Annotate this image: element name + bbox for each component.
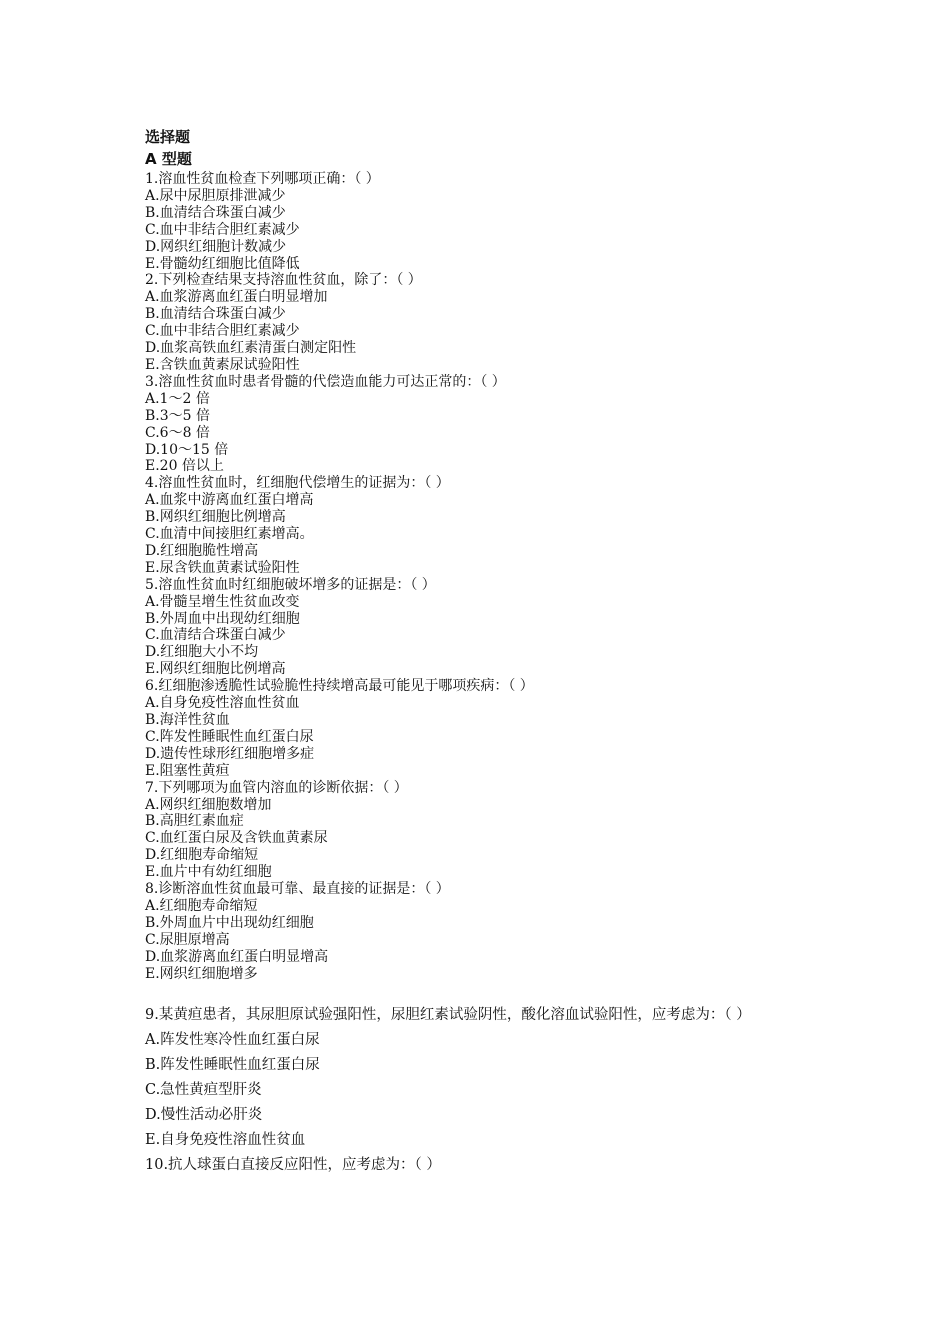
text-line: 6.红细胞渗透脆性试验脆性持续增高最可能见于哪项疾病：（ ） xyxy=(145,678,534,695)
text-line: 5.溶血性贫血时红细胞破坏增多的证据是：（ ） xyxy=(145,576,436,593)
text-line: C.血中非结合胆红素减少 xyxy=(145,323,300,340)
text-line: B.网织红细胞比例增高 xyxy=(145,509,286,526)
text-line: D.血浆游离血红蛋白明显增高 xyxy=(145,948,329,965)
text-line: C.6～8 倍 xyxy=(145,424,210,441)
text-line: A.血浆中游离血红蛋白增高 xyxy=(145,492,314,509)
text-line: A.尿中尿胆原排泄减少 xyxy=(145,187,286,204)
text-line: D.红细胞脆性增高 xyxy=(145,542,259,559)
text-line: E.阻塞性黄疸 xyxy=(145,762,230,779)
text-line: D.红细胞寿命缩短 xyxy=(145,847,259,864)
text-line: D.网织红细胞计数减少 xyxy=(145,238,287,255)
text-line: E.血片中有幼红细胞 xyxy=(145,864,272,881)
text-line: A.红细胞寿命缩短 xyxy=(145,897,258,914)
text-line: B.高胆红素血症 xyxy=(145,813,244,830)
text-line: D.血浆高铁血红素清蛋白测定阳性 xyxy=(145,340,357,357)
text-line: B.血清结合珠蛋白减少 xyxy=(145,306,286,323)
text-line: 7.下列哪项为血管内溶血的诊断依据：（ ） xyxy=(145,779,408,796)
text-line: C.尿胆原增高 xyxy=(145,931,230,948)
question-9-options xyxy=(145,1028,825,1153)
text-line: D.遗传性球形红细胞增多症 xyxy=(145,745,315,762)
text-line: A.1～2 倍 xyxy=(145,390,210,407)
text-line: B.海洋性贫血 xyxy=(145,712,230,728)
text-line: E.网织红细胞增多 xyxy=(145,965,258,982)
text-line: 8.诊断溶血性贫血最可靠、最直接的证据是：（ ） xyxy=(145,881,450,898)
text-line: 4.溶血性贫血时，红细胞代偿增生的证据为：（ ） xyxy=(145,475,450,492)
text-line: B.3～5 倍 xyxy=(145,407,211,424)
text-line: E.骨髓幼红细胞比值降低 xyxy=(145,255,300,272)
text-line: C.阵发性睡眠性血红蛋白尿 xyxy=(145,728,314,745)
text-line: B.血清结合珠蛋白减少 xyxy=(145,204,286,221)
page-content xyxy=(145,126,825,1178)
text-line: A.自身免疫性溶血性贫血 xyxy=(145,695,300,712)
text-line: 2.下列检查结果支持溶血性贫血，除了：（ ） xyxy=(145,272,422,289)
text-line: C.血清中间接胆红素增高。 xyxy=(145,526,314,543)
text-line: A.网织红细胞数增加 xyxy=(145,796,272,813)
text-line: E.20 倍以上 xyxy=(145,458,224,475)
question-list-compact xyxy=(145,171,825,983)
text-line: B.外周血片中出现幼红细胞 xyxy=(145,914,314,931)
text-line: E.网织红细胞比例增高 xyxy=(145,661,286,678)
text-line: E.尿含铁血黄素试验阳性 xyxy=(145,559,300,576)
text-line: C.血清结合珠蛋白减少 xyxy=(145,627,286,644)
text-line: E.含铁血黄素尿试验阳性 xyxy=(145,356,300,373)
answer-option: A.阵发性寒冷性血红蛋白尿 xyxy=(145,1031,320,1048)
question-10: 10.抗人球蛋白直接反应阳性，应考虑为：（ ） xyxy=(145,1156,441,1173)
answer-option: C.急性黄疸型肝炎 xyxy=(145,1081,262,1098)
question-9: 9.某黄疸患者，其尿胆原试验强阳性，尿胆红素试验阴性，酸化溶血试验阳性，应考虑为：（ ） xyxy=(145,1006,751,1023)
subsection-title: A 型题 xyxy=(145,150,192,168)
text-line: 1.溶血性贫血检查下列哪项正确：（ ） xyxy=(145,171,380,187)
text-line: A.骨髓呈增生性贫血改变 xyxy=(145,593,300,610)
question-list-spaced xyxy=(145,1003,825,1178)
text-line: D.红细胞大小不均 xyxy=(145,644,259,661)
answer-option: D.慢性活动必肝炎 xyxy=(145,1106,263,1123)
answer-option: E.自身免疫性溶血性贫血 xyxy=(145,1131,306,1148)
text-line: 3.溶血性贫血时患者骨髓的代偿造血能力可达正常的：（ ） xyxy=(145,373,506,390)
text-line: B.外周血中出现幼红细胞 xyxy=(145,610,300,627)
text-line: C.血中非结合胆红素减少 xyxy=(145,221,300,238)
section-title: 选择题 xyxy=(145,128,191,146)
text-line: D.10～15 倍 xyxy=(145,441,229,458)
text-line: C.血红蛋白尿及含铁血黄素尿 xyxy=(145,830,328,847)
answer-option: B.阵发性睡眠性血红蛋白尿 xyxy=(145,1056,320,1073)
text-line: A.血浆游离血红蛋白明显增加 xyxy=(145,289,328,306)
